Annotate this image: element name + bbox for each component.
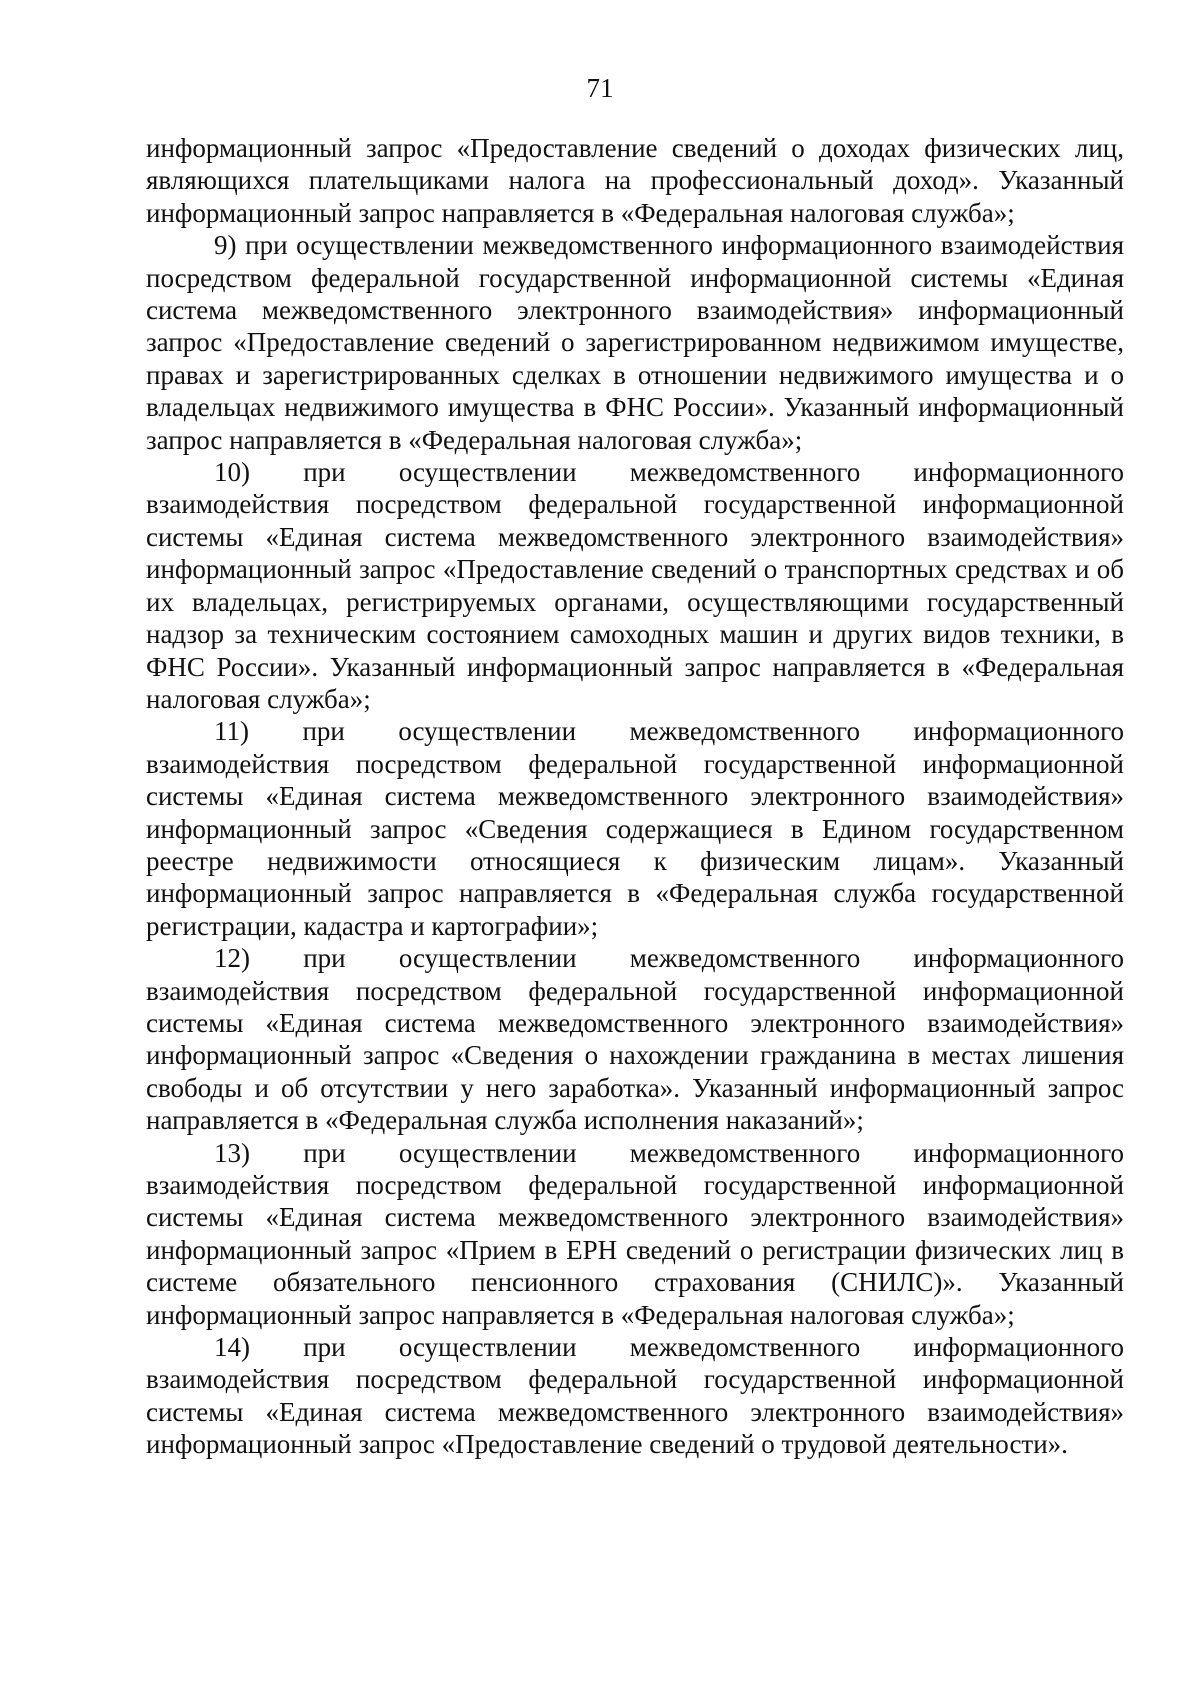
paragraph-item-10: 10) при осуществлении межведомственного информационного взаимодействия посредством федеральной государственной информационной системы «Единая система межведомственного электронного взаимодействия» информационный запрос «Предоставление сведений о транспортных средствах и об их владельцах, регистрируемых органами, осуществляющими государственный надзор за техническим состоянием самоходных машин и других видов техники, в ФНС России». Указанный информационный запрос направляется в «Федеральная налоговая служба»; — [146, 457, 1124, 714]
page-number: 71 — [586, 73, 614, 103]
document-body — [146, 132, 1124, 1461]
paragraph-item-12: 12) при осуществлении межведомственного информационного взаимодействия посредством федеральной государственной информационной системы «Единая система межведомственного электронного взаимодействия» информационный запрос «Сведения о нахождении гражданина в местах лишения свободы и об отсутствии у него заработка». Указанный информационный запрос направляется в «Федеральная служба исполнения наказаний»; — [146, 943, 1124, 1136]
paragraph-item-9: 9) при осуществлении межведомственного информационного взаимодействия посредством федеральной государственной информационной системы «Единая система межведомственного электронного взаимодействия» информационный запрос «Предоставление сведений о зарегистрированном недвижимом имуществе, правах и зарегистрированных сделках в отношении недвижимого имущества и о владельцах недвижимого имущества в ФНС России». Указанный информационный запрос направляется в «Федеральная налоговая служба»; — [146, 230, 1124, 455]
paragraph-item-13: 13) при осуществлении межведомственного информационного взаимодействия посредством федеральной государственной информационной системы «Единая система межведомственного электронного взаимодействия» информационный запрос «Прием в ЕРН сведений о регистрации физических лиц в системе обязательного пенсионного страхования (СНИЛС)». Указанный информационный запрос направляется в «Федеральная налоговая служба»; — [146, 1137, 1124, 1330]
paragraph-item-14: 14) при осуществлении межведомственного информационного взаимодействия посредством федеральной государственной информационной системы «Единая система межведомственного электронного взаимодействия» информационный запрос «Предоставление сведений о трудовой деятельности». — [146, 1332, 1124, 1460]
paragraph-item-11: 11) при осуществлении межведомственного информационного взаимодействия посредством федеральной государственной информационной системы «Единая система межведомственного электронного взаимодействия» информационный запрос «Сведения содержащиеся в Едином государственном реестре недвижимости относящиеся к физическим лицам». Указанный информационный запрос направляется в «Федеральная служба государственной регистрации, кадастра и картографии»; — [146, 716, 1124, 941]
paragraph-continuation: информационный запрос «Предоставление сведений о доходах физических лиц, являющихся плательщиками налога на профессиональный доход». Указанный информационный запрос направляется в «Федеральная налоговая служба»; — [146, 133, 1124, 228]
